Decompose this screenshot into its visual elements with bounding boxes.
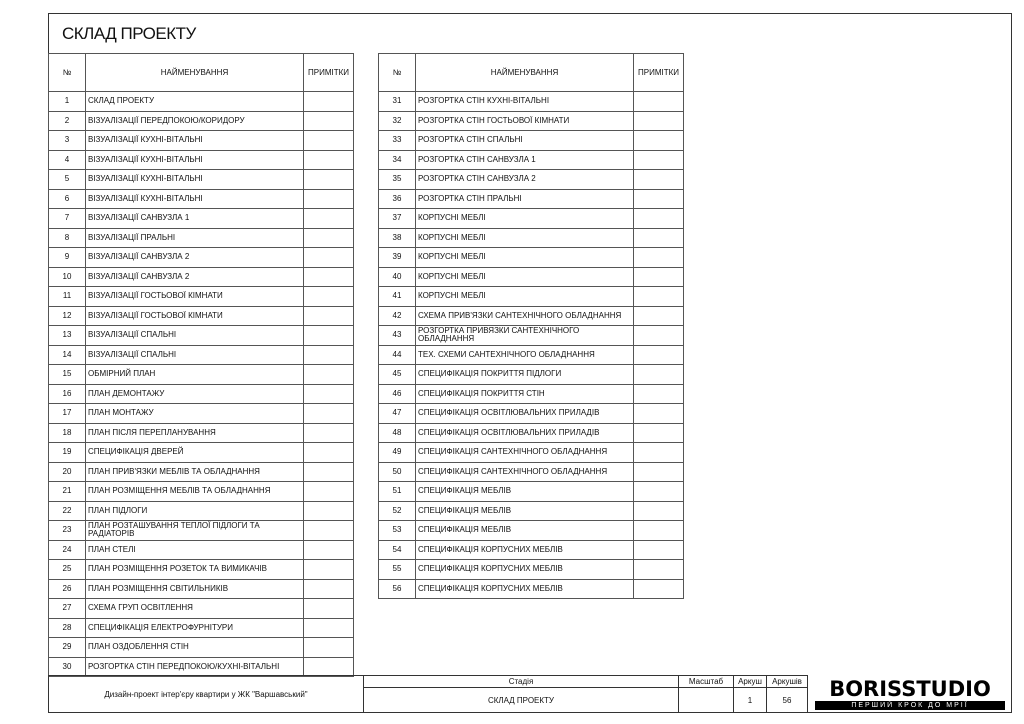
row-number: 29 (49, 638, 86, 658)
row-notes (634, 540, 684, 560)
row-notes (634, 365, 684, 385)
row-title: СПЕЦИФІКАЦІЯ МЕБЛІВ (416, 521, 634, 541)
row-title: СПЕЦИФІКАЦІЯ КОРПУСНИХ МЕБЛІВ (416, 540, 634, 560)
row-notes (304, 501, 354, 521)
row-title: РОЗГОРТКА СТІН ПЕРЕДПОКОЮ/КУХНІ-ВІТАЛЬНІ (86, 657, 304, 677)
row-number: 38 (379, 228, 416, 248)
table-row (379, 462, 684, 482)
table-row (49, 228, 354, 248)
row-title: СПЕЦИФІКАЦІЯ ПОКРИТТЯ ПІДЛОГИ (416, 365, 634, 385)
table-row (49, 150, 354, 170)
sheet-title: СКЛАД ПРОЕКТУ (363, 687, 679, 713)
table-row (49, 365, 354, 385)
row-number: 18 (49, 423, 86, 443)
table-row (49, 579, 354, 599)
row-notes (304, 618, 354, 638)
table-row (49, 482, 354, 502)
table-row (49, 540, 354, 560)
table-row (49, 170, 354, 190)
row-title: ПЛАН РОЗМІЩЕННЯ СВІТИЛЬНИКІВ (86, 579, 304, 599)
row-title: ВІЗУАЛІЗАЦІЇ ГОСТЬОВОЇ КІМНАТИ (86, 287, 304, 307)
table-row (379, 501, 684, 521)
row-notes (634, 579, 684, 599)
table-row (379, 521, 684, 541)
row-notes (304, 326, 354, 346)
header-name: НАЙМЕНУВАННЯ (86, 54, 304, 92)
row-notes (634, 326, 684, 346)
table-row (379, 404, 684, 424)
table-row (49, 521, 354, 541)
table-row (379, 423, 684, 443)
row-number: 31 (379, 92, 416, 112)
row-number: 14 (49, 345, 86, 365)
table-row (379, 560, 684, 580)
row-number: 53 (379, 521, 416, 541)
row-title: РОЗГОРТКА СТІН КУХНІ-ВІТАЛЬНІ (416, 92, 634, 112)
row-notes (634, 404, 684, 424)
header-number: № (49, 54, 86, 92)
row-title: ПЛАН ПРИВ'ЯЗКИ МЕБЛІВ ТА ОБЛАДНАННЯ (86, 462, 304, 482)
sheets-label: Аркушів (766, 675, 808, 688)
row-notes (304, 248, 354, 268)
row-notes (304, 345, 354, 365)
row-notes (634, 287, 684, 307)
row-title: СПЕЦИФІКАЦІЯ МЕБЛІВ (416, 501, 634, 521)
table-row (379, 111, 684, 131)
row-notes (634, 248, 684, 268)
table-row (49, 267, 354, 287)
row-notes (634, 150, 684, 170)
row-title: СПЕЦИФІКАЦІЯ ЕЛЕКТРОФУРНІТУРИ (86, 618, 304, 638)
row-number: 24 (49, 540, 86, 560)
header-number: № (379, 54, 416, 92)
row-title: ВІЗУАЛІЗАЦІЇ КУХНІ-ВІТАЛЬНІ (86, 150, 304, 170)
row-number: 17 (49, 404, 86, 424)
header-name: НАЙМЕНУВАННЯ (416, 54, 634, 92)
row-title: КОРПУСНІ МЕБЛІ (416, 287, 634, 307)
row-notes (634, 131, 684, 151)
row-title: СХЕМА ПРИВ'ЯЗКИ САНТЕХНІЧНОГО ОБЛАДНАННЯ (416, 306, 634, 326)
row-title: СПЕЦИФІКАЦІЯ МЕБЛІВ (416, 482, 634, 502)
row-number: 12 (49, 306, 86, 326)
row-number: 23 (49, 521, 86, 541)
table-row (49, 423, 354, 443)
row-title: ПЛАН ОЗДОБЛЕННЯ СТІН (86, 638, 304, 658)
contents-table-left (48, 53, 354, 677)
table-row (379, 287, 684, 307)
row-title: РОЗГОРТКА СТІН САНВУЗЛА 1 (416, 150, 634, 170)
row-notes (634, 189, 684, 209)
sheet-label: Аркуш (733, 675, 767, 688)
row-notes (304, 267, 354, 287)
table-row (49, 248, 354, 268)
table-row (379, 540, 684, 560)
row-title: КОРПУСНІ МЕБЛІ (416, 248, 634, 268)
row-notes (304, 540, 354, 560)
row-notes (634, 560, 684, 580)
logo-wordmark: BORISSTUDIO (829, 677, 991, 701)
table-row (379, 189, 684, 209)
table-header-row (379, 54, 684, 92)
row-notes (304, 560, 354, 580)
row-number: 34 (379, 150, 416, 170)
row-notes (304, 579, 354, 599)
row-number: 5 (49, 170, 86, 190)
table-row (379, 306, 684, 326)
table-row (49, 599, 354, 619)
row-number: 10 (49, 267, 86, 287)
row-title: ПЛАН РОЗМІЩЕННЯ МЕБЛІВ ТА ОБЛАДНАННЯ (86, 482, 304, 502)
row-number: 20 (49, 462, 86, 482)
row-number: 51 (379, 482, 416, 502)
stage-label: Стадія (363, 675, 679, 688)
row-number: 19 (49, 443, 86, 463)
table-row (379, 131, 684, 151)
table-row (49, 326, 354, 346)
row-title: ПЛАН ПІДЛОГИ (86, 501, 304, 521)
row-notes (634, 384, 684, 404)
row-title: СКЛАД ПРОЕКТУ (86, 92, 304, 112)
row-title: ПЛАН МОНТАЖУ (86, 404, 304, 424)
row-title: ВІЗУАЛІЗАЦІЇ ГОСТЬОВОЇ КІМНАТИ (86, 306, 304, 326)
row-number: 26 (49, 579, 86, 599)
table-row (49, 657, 354, 677)
row-number: 33 (379, 131, 416, 151)
row-title: ПЛАН РОЗТАШУВАННЯ ТЕПЛОЇ ПІДЛОГИ ТА РАДІАТОРІВ (86, 521, 304, 541)
row-notes (304, 306, 354, 326)
row-number: 25 (49, 560, 86, 580)
table-row (49, 404, 354, 424)
row-notes (634, 423, 684, 443)
row-notes (634, 267, 684, 287)
row-title: ТЕХ. СХЕМИ САНТЕХНІЧНОГО ОБЛАДНАННЯ (416, 345, 634, 365)
contents-table-right (378, 53, 684, 599)
row-number: 32 (379, 111, 416, 131)
table-row (379, 150, 684, 170)
row-number: 36 (379, 189, 416, 209)
row-number: 42 (379, 306, 416, 326)
row-title: СХЕМА ГРУП ОСВІТЛЕННЯ (86, 599, 304, 619)
table-row (379, 326, 684, 346)
table-row (49, 638, 354, 658)
header-notes: ПРИМІТКИ (304, 54, 354, 92)
row-number: 50 (379, 462, 416, 482)
row-notes (304, 131, 354, 151)
table-row (49, 618, 354, 638)
table-row (49, 306, 354, 326)
row-title: ВІЗУАЛІЗАЦІЇ САНВУЗЛА 1 (86, 209, 304, 229)
table-row (379, 443, 684, 463)
row-title: СПЕЦИФІКАЦІЯ ДВЕРЕЙ (86, 443, 304, 463)
row-title: ПЛАН ПІСЛЯ ПЕРЕПЛАНУВАННЯ (86, 423, 304, 443)
scale-value (678, 687, 734, 713)
table-row (379, 248, 684, 268)
table-row (49, 462, 354, 482)
table-row (379, 365, 684, 385)
row-title: РОЗГОРТКА ПРИВЯЗКИ САНТЕХНІЧНОГО ОБЛАДНАННЯ (416, 326, 634, 346)
row-number: 3 (49, 131, 86, 151)
row-number: 13 (49, 326, 86, 346)
table-row (49, 501, 354, 521)
row-notes (304, 443, 354, 463)
table-row (49, 131, 354, 151)
row-title: РОЗГОРТКА СТІН ПРАЛЬНІ (416, 189, 634, 209)
row-number: 1 (49, 92, 86, 112)
row-number: 2 (49, 111, 86, 131)
row-notes (304, 150, 354, 170)
row-notes (634, 345, 684, 365)
sheet-number: 1 (733, 687, 767, 713)
table-row (49, 384, 354, 404)
table-row (49, 111, 354, 131)
row-number: 56 (379, 579, 416, 599)
row-number: 44 (379, 345, 416, 365)
table-row (49, 345, 354, 365)
row-notes (634, 501, 684, 521)
table-row (379, 209, 684, 229)
row-number: 30 (49, 657, 86, 677)
row-title: СПЕЦИФІКАЦІЯ ОСВІТЛЮВАЛЬНИХ ПРИЛАДІВ (416, 423, 634, 443)
row-number: 22 (49, 501, 86, 521)
row-number: 45 (379, 365, 416, 385)
row-number: 40 (379, 267, 416, 287)
row-notes (304, 638, 354, 658)
table-row (49, 560, 354, 580)
row-title: ВІЗУАЛІЗАЦІЇ СПАЛЬНІ (86, 326, 304, 346)
row-notes (304, 287, 354, 307)
table-row (49, 92, 354, 112)
row-title: КОРПУСНІ МЕБЛІ (416, 209, 634, 229)
row-notes (634, 521, 684, 541)
row-notes (634, 228, 684, 248)
row-title: КОРПУСНІ МЕБЛІ (416, 228, 634, 248)
header-notes: ПРИМІТКИ (634, 54, 684, 92)
row-number: 35 (379, 170, 416, 190)
row-title: ВІЗУАЛІЗАЦІЇ ПЕРЕДПОКОЮ/КОРИДОРУ (86, 111, 304, 131)
row-number: 54 (379, 540, 416, 560)
row-notes (634, 462, 684, 482)
sheets-total: 56 (766, 687, 808, 713)
row-title: ПЛАН ДЕМОНТАЖУ (86, 384, 304, 404)
table-row (379, 482, 684, 502)
row-notes (304, 462, 354, 482)
row-title: ВІЗУАЛІЗАЦІЇ ПРАЛЬНІ (86, 228, 304, 248)
row-title: ОБМІРНИЙ ПЛАН (86, 365, 304, 385)
row-number: 9 (49, 248, 86, 268)
row-notes (304, 92, 354, 112)
row-title: КОРПУСНІ МЕБЛІ (416, 267, 634, 287)
row-number: 28 (49, 618, 86, 638)
row-number: 47 (379, 404, 416, 424)
table-header-row (49, 54, 354, 92)
row-number: 15 (49, 365, 86, 385)
row-notes (304, 657, 354, 677)
row-notes (634, 209, 684, 229)
row-notes (304, 482, 354, 502)
row-title: СПЕЦИФІКАЦІЯ КОРПУСНИХ МЕБЛІВ (416, 579, 634, 599)
row-title: ВІЗУАЛІЗАЦІЇ СПАЛЬНІ (86, 345, 304, 365)
row-number: 7 (49, 209, 86, 229)
row-number: 16 (49, 384, 86, 404)
row-notes (634, 92, 684, 112)
row-notes (304, 189, 354, 209)
row-title: ВІЗУАЛІЗАЦІЇ КУХНІ-ВІТАЛЬНІ (86, 131, 304, 151)
logo-tagline: ПЕРШИЙ КРОК ДО МРІЇ (815, 701, 1005, 710)
row-title: РОЗГОРТКА СТІН СПАЛЬНІ (416, 131, 634, 151)
row-notes (634, 482, 684, 502)
row-number: 4 (49, 150, 86, 170)
row-number: 52 (379, 501, 416, 521)
row-notes (304, 423, 354, 443)
row-number: 37 (379, 209, 416, 229)
row-number: 8 (49, 228, 86, 248)
row-number: 55 (379, 560, 416, 580)
row-notes (634, 306, 684, 326)
row-title: СПЕЦИФІКАЦІЯ ПОКРИТТЯ СТІН (416, 384, 634, 404)
row-title: ПЛАН СТЕЛІ (86, 540, 304, 560)
row-title: СПЕЦИФІКАЦІЯ КОРПУСНИХ МЕБЛІВ (416, 560, 634, 580)
row-number: 21 (49, 482, 86, 502)
row-notes (304, 521, 354, 541)
row-title: РОЗГОРТКА СТІН САНВУЗЛА 2 (416, 170, 634, 190)
studio-logo (808, 675, 1012, 713)
row-title: ВІЗУАЛІЗАЦІЇ КУХНІ-ВІТАЛЬНІ (86, 170, 304, 190)
row-title: СПЕЦИФІКАЦІЯ ОСВІТЛЮВАЛЬНИХ ПРИЛАДІВ (416, 404, 634, 424)
row-title: ПЛАН РОЗМІЩЕННЯ РОЗЕТОК ТА ВИМИКАЧІВ (86, 560, 304, 580)
row-notes (304, 365, 354, 385)
row-number: 46 (379, 384, 416, 404)
row-title: ВІЗУАЛІЗАЦІЇ САНВУЗЛА 2 (86, 248, 304, 268)
page-title: СКЛАД ПРОЕКТУ (62, 24, 196, 43)
row-number: 41 (379, 287, 416, 307)
row-number: 48 (379, 423, 416, 443)
row-notes (304, 111, 354, 131)
row-notes (634, 111, 684, 131)
row-title: ВІЗУАЛІЗАЦІЇ КУХНІ-ВІТАЛЬНІ (86, 189, 304, 209)
table-row (49, 189, 354, 209)
table-row (379, 170, 684, 190)
row-number: 11 (49, 287, 86, 307)
row-number: 27 (49, 599, 86, 619)
row-notes (304, 384, 354, 404)
row-number: 43 (379, 326, 416, 346)
table-row (49, 443, 354, 463)
row-title: СПЕЦИФІКАЦІЯ САНТЕХНІЧНОГО ОБЛАДНАННЯ (416, 462, 634, 482)
row-number: 6 (49, 189, 86, 209)
row-notes (304, 228, 354, 248)
table-row (49, 209, 354, 229)
row-notes (634, 170, 684, 190)
project-name: Дизайн-проект інтер'єру квартири у ЖК "Варшавський" (48, 675, 364, 713)
row-notes (634, 443, 684, 463)
row-title: ВІЗУАЛІЗАЦІЇ САНВУЗЛА 2 (86, 267, 304, 287)
row-notes (304, 209, 354, 229)
row-title: СПЕЦИФІКАЦІЯ САНТЕХНІЧНОГО ОБЛАДНАННЯ (416, 443, 634, 463)
table-row (379, 384, 684, 404)
row-notes (304, 170, 354, 190)
table-row (379, 579, 684, 599)
table-row (379, 345, 684, 365)
row-notes (304, 404, 354, 424)
row-notes (304, 599, 354, 619)
scale-label: Масштаб (678, 675, 734, 688)
table-row (379, 228, 684, 248)
table-row (379, 92, 684, 112)
row-number: 39 (379, 248, 416, 268)
table-row (379, 267, 684, 287)
table-row (49, 287, 354, 307)
row-title: РОЗГОРТКА СТІН ГОСТЬОВОЇ КІМНАТИ (416, 111, 634, 131)
row-number: 49 (379, 443, 416, 463)
